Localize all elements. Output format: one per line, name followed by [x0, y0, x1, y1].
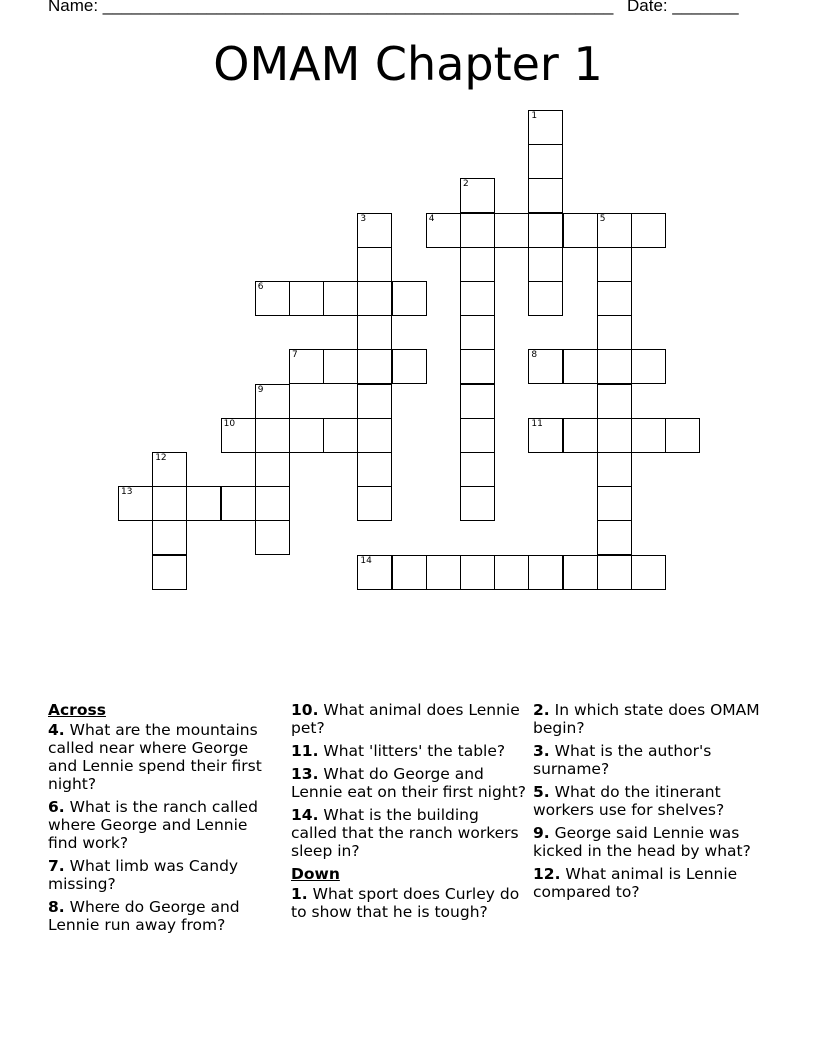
clue-across-7: 7. What limb was Candy missing? — [48, 857, 239, 893]
crossword-cell[interactable] — [357, 281, 392, 316]
crossword-cell[interactable] — [152, 486, 187, 521]
crossword-cell[interactable] — [255, 452, 290, 487]
crossword-cell[interactable] — [528, 555, 563, 590]
cell-number: 5 — [599, 213, 606, 224]
page-title: OMAM Chapter 1 — [213, 37, 603, 91]
cell-number: 9 — [257, 384, 264, 395]
crossword-cell[interactable] — [631, 349, 666, 384]
clue-down-12: 12. What animal is Lennie compared to? — [533, 865, 738, 901]
crossword-cell[interactable] — [597, 418, 632, 453]
crossword-cell[interactable] — [528, 144, 563, 179]
clues-column-3 — [533, 701, 763, 906]
crossword-cell[interactable] — [357, 452, 392, 487]
crossword-cell[interactable] — [357, 349, 392, 384]
crossword-cell[interactable] — [221, 418, 256, 453]
crossword-cell[interactable] — [528, 213, 563, 248]
crossword-cell[interactable] — [597, 384, 632, 419]
crossword-cell[interactable] — [460, 384, 495, 419]
crossword-cell[interactable] — [323, 281, 358, 316]
cell-number: 13 — [121, 487, 133, 498]
clues-column-1 — [48, 701, 268, 939]
clue-across-13: 13. What do George and Lennie eat on their first night? — [291, 765, 526, 801]
crossword-cell[interactable] — [152, 520, 187, 555]
across-heading: Across — [48, 701, 106, 719]
crossword-cell[interactable] — [460, 247, 495, 282]
cell-number: 7 — [292, 350, 298, 361]
crossword-cell[interactable] — [528, 281, 563, 316]
crossword-cell[interactable] — [631, 555, 666, 590]
crossword-cell[interactable] — [597, 315, 632, 350]
crossword-cell[interactable] — [357, 486, 392, 521]
crossword-cell[interactable] — [597, 213, 632, 248]
crossword-cell[interactable] — [460, 315, 495, 350]
crossword-cell[interactable] — [426, 213, 461, 248]
clue-down-5: 5. What do the itinerant workers use for shelves? — [533, 783, 725, 819]
down-heading: Down — [291, 865, 340, 883]
crossword-cell[interactable] — [460, 452, 495, 487]
crossword-cell[interactable] — [255, 281, 290, 316]
clue-down-3: 3. What is the author's surname? — [533, 742, 712, 778]
name-field[interactable]: Name: ______________________________________________________ — [48, 0, 614, 15]
cell-number: 4 — [428, 213, 435, 224]
crossword-cell[interactable] — [357, 213, 392, 248]
crossword-cell[interactable] — [357, 418, 392, 453]
clue-down-1: 1. What sport does Curley do to show that he is tough? — [291, 885, 520, 921]
cell-number: 1 — [531, 111, 538, 121]
clues-column-2 — [291, 701, 527, 926]
crossword-cell[interactable] — [460, 178, 495, 213]
crossword-cell[interactable] — [597, 486, 632, 521]
crossword-cell[interactable] — [494, 555, 529, 590]
crossword-cell[interactable] — [494, 213, 529, 248]
crossword-cell[interactable] — [392, 349, 427, 384]
crossword-cell[interactable] — [460, 281, 495, 316]
clue-down-9: 9. George said Lennie was kicked in the head by what? — [533, 824, 751, 860]
crossword-cell[interactable] — [357, 315, 392, 350]
crossword-cell[interactable] — [597, 281, 632, 316]
crossword-cell[interactable] — [255, 384, 290, 419]
crossword-cell[interactable] — [528, 349, 563, 384]
clue-across-8: 8. Where do George and Lennie run away from? — [48, 898, 240, 934]
cell-number: 10 — [223, 418, 236, 429]
clue-down-2: 2. In which state does OMAM begin? — [533, 701, 760, 737]
crossword-cell[interactable] — [528, 247, 563, 282]
crossword-cell[interactable] — [255, 486, 290, 521]
crossword-cell[interactable] — [460, 349, 495, 384]
crossword-cell[interactable] — [255, 520, 290, 555]
crossword-cell[interactable] — [528, 418, 563, 453]
crossword-cell[interactable] — [357, 555, 392, 590]
cell-number: 6 — [257, 282, 264, 292]
crossword-cell[interactable] — [152, 452, 187, 487]
clue-across-6: 6. What is the ranch called where George and Lennie find work? — [48, 798, 258, 852]
crossword-cell[interactable] — [631, 418, 666, 453]
crossword-cell[interactable] — [323, 418, 358, 453]
crossword-cell[interactable] — [392, 555, 427, 590]
crossword-cell[interactable] — [563, 349, 598, 384]
clue-across-11: 11. What 'litters' the table? — [291, 742, 506, 760]
crossword-cell[interactable] — [289, 418, 324, 453]
crossword-cell[interactable] — [289, 349, 324, 384]
clue-across-14: 14. What is the building called that the ranch workers sleep in? — [291, 806, 519, 860]
crossword-cell[interactable] — [460, 555, 495, 590]
crossword-cell[interactable] — [186, 486, 221, 521]
crossword-cell[interactable] — [563, 418, 598, 453]
clue-across-4: 4. What are the mountains called near where George and Lennie spend their first night? — [48, 721, 262, 793]
crossword-cell[interactable] — [255, 418, 290, 453]
crossword-cell[interactable] — [118, 486, 153, 521]
crossword-cell[interactable] — [528, 178, 563, 213]
crossword-cell[interactable] — [152, 555, 187, 590]
cell-number: 8 — [531, 350, 538, 361]
cell-number: 12 — [155, 453, 167, 463]
crossword-cell[interactable] — [460, 418, 495, 453]
date-field[interactable]: Date: _______ — [627, 0, 739, 15]
crossword-cell[interactable] — [323, 349, 358, 384]
crossword-cell[interactable] — [426, 555, 461, 590]
crossword-cell[interactable] — [597, 520, 632, 555]
crossword-cell[interactable] — [528, 110, 563, 145]
crossword-cell[interactable] — [460, 213, 495, 248]
crossword-cell[interactable] — [597, 452, 632, 487]
crossword-cell[interactable] — [392, 281, 427, 316]
crossword-cell[interactable] — [597, 555, 632, 590]
cell-number: 14 — [360, 555, 372, 566]
crossword-cell[interactable] — [460, 486, 495, 521]
cell-number: 2 — [463, 179, 469, 190]
crossword-cell[interactable] — [289, 281, 324, 316]
cell-number: 11 — [531, 418, 543, 429]
crossword-cell[interactable] — [597, 247, 632, 282]
clue-across-10: 10. What animal does Lennie pet? — [291, 701, 520, 737]
crossword-cell[interactable] — [563, 213, 598, 248]
crossword-cell[interactable] — [631, 213, 666, 248]
cell-number: 3 — [360, 213, 367, 224]
crossword-cell[interactable] — [563, 555, 598, 590]
crossword-cell[interactable] — [665, 418, 700, 453]
crossword-cell[interactable] — [597, 349, 632, 384]
crossword-cell[interactable] — [357, 247, 392, 282]
crossword-cell[interactable] — [357, 384, 392, 419]
crossword-cell[interactable] — [221, 486, 256, 521]
